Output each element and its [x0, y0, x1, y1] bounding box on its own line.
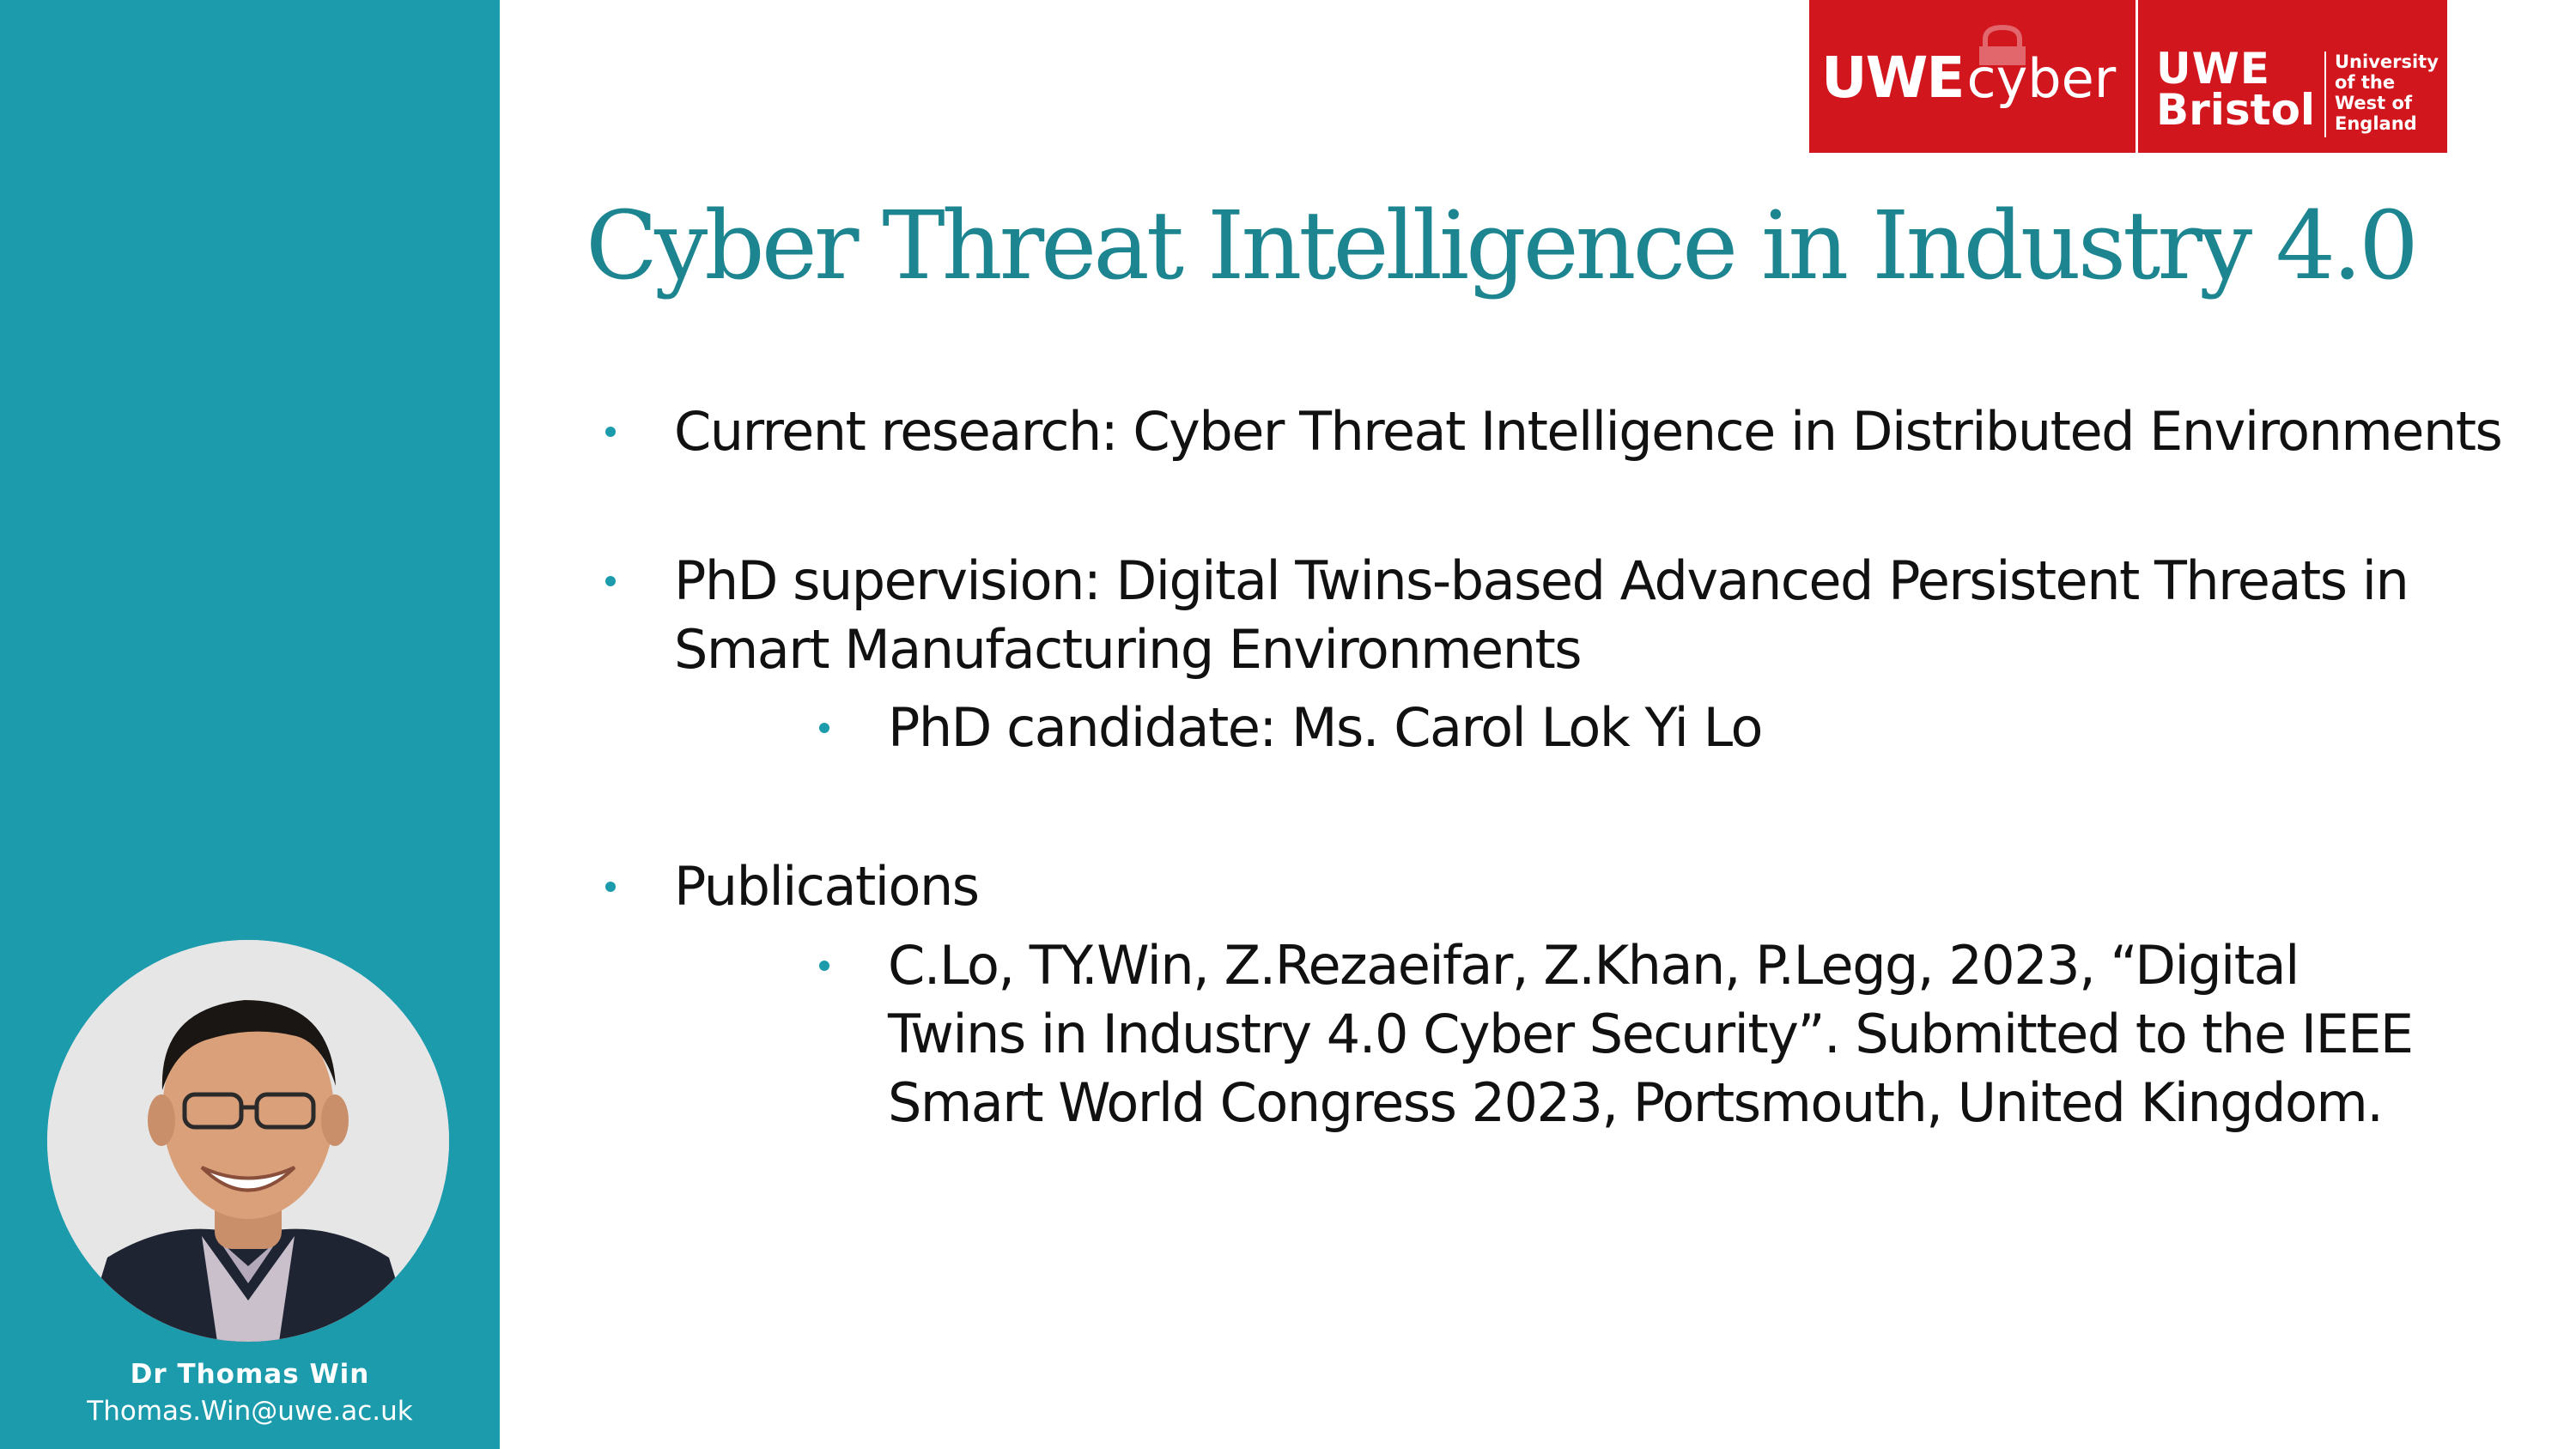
slide-title: Cyber Threat Intelligence in Industry 4.0	[586, 191, 2416, 300]
presenter-name: Dr Thomas Win	[130, 1359, 370, 1390]
presenter-email: Thomas.Win@uwe.ac.uk	[87, 1396, 413, 1427]
cyber-logo-light: cyber	[1966, 47, 2117, 110]
bullet-publications	[674, 852, 2503, 921]
bullet-dot	[819, 961, 829, 971]
bristol-logo-name: Bristol	[2156, 85, 2316, 135]
university-line: University	[2335, 52, 2439, 72]
bullet-dot	[605, 882, 616, 892]
bullet-text: PhD supervision: Digital Twins-based Advanced Persistent Threats in Smart Manufacturing Environments	[674, 549, 2409, 681]
bullet-text: Current research: Cyber Threat Intelligence in Distributed Environments	[674, 400, 2502, 463]
bullet-dot	[605, 576, 616, 586]
cyber-logo-bold: UWE	[1821, 45, 1964, 111]
bullet-publication-1	[888, 931, 2416, 1137]
university-line: England	[2335, 113, 2417, 134]
bullet-dot	[819, 723, 829, 733]
bullet-text: Publications	[674, 855, 979, 918]
bullet-candidate	[888, 694, 2468, 762]
bullet-text: PhD candidate: Ms. Carol Lok Yi Lo	[888, 696, 1762, 759]
university-line: West of	[2335, 93, 2413, 113]
bullet-supervision	[674, 547, 2503, 684]
bullet-research	[674, 397, 2503, 466]
bullet-dot	[605, 427, 616, 437]
bullet-text: C.Lo, TY.Win, Z.Rezaeifar, Z.Khan, P.Legg, 2023, “Digital Twins in Industry 4.0 Cyber Security”. Submitted to the IEEE Smart World Congress 2023, Portsmouth, United Kingdom.	[888, 934, 2413, 1134]
bristol-logo-uwe: UWE	[2156, 44, 2270, 94]
university-line: of the	[2335, 72, 2396, 93]
